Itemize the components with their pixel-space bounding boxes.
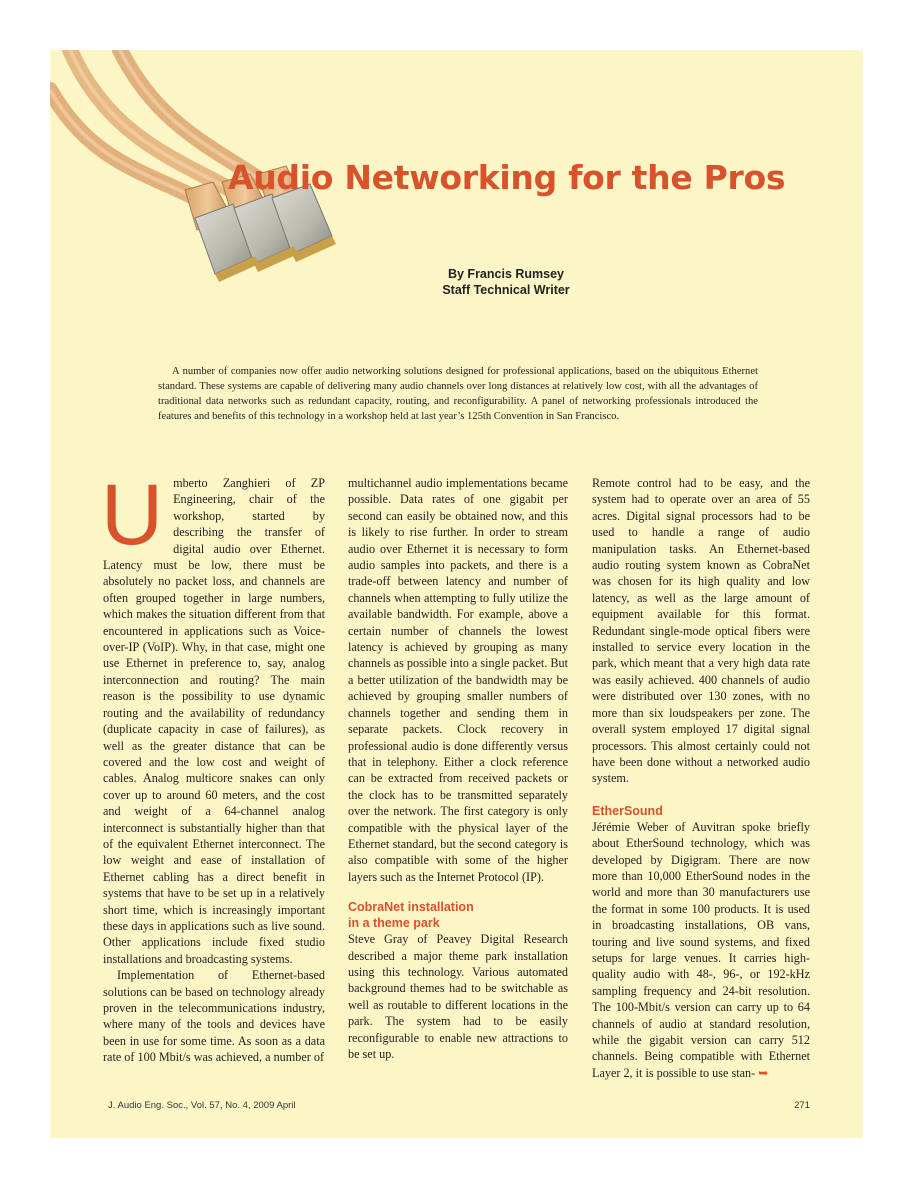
column-2: [348, 475, 568, 1062]
paragraph-text: Jérémie Weber of Auvitran spoke briefly about EtherSound technology, which was developed by Digigram. There are now more than 10,000 EtherSound nodes in the world and more than 30 manufacturers use the format in some 100 products. It is used in broadcasting installations, OB vans, touring and live sound systems, and fixed setups for large venues. It carries high-quality audio with 48-, 96-, or 192-kHz sampling frequency and 24-bit resolution. The 100-Mbit/s version can carry up to 64 channels of audio at standard resolution, while the gigabit version can carry 512 channels. Being compatible with Ethernet Layer 2, it is possible to use stan-: [592, 819, 810, 1080]
article-title: Audio Networking for the Pros: [228, 158, 786, 197]
author-name: By Francis Rumsey: [447, 267, 565, 281]
paragraph: Remote control had to be easy, and the system had to operate over an area of 55 acres. Digital signal processors had to be used to handle a range of audio manipulation tasks. An Ethernet-based audio routing system known as CobraNet was chosen for its high quality and low latency, as well as the large amount of equipment available for this format. Redundant single-mode optical fibers were installed to service every location in the park, which meant that a very high data rate was easily achieved. 400 channels of audio were distributed over 130 zones, with no more than six loudspeakers per zone. The overall system employed 17 digital signal processors. This almost certainly could not have been done without a networked audio system.: [592, 476, 810, 786]
section-heading-cobranet: [348, 899, 568, 931]
column-3: [592, 475, 810, 1081]
paragraph: [592, 819, 810, 1082]
paragraph: Implementation of Ethernet-based solutions can be based on technology already proven in the telecommunications industry, where many of the tools and devices have been in use for some time. As soon as a data rate of 100 Mbit/s was achieved, a number of: [103, 968, 325, 1065]
byline: [406, 266, 606, 298]
continue-arrow-icon: ➥: [758, 1065, 769, 1080]
paragraph: mberto Zanghieri of ZP Engineering, chair of the workshop, started by describing the transfer of digital audio over Ethernet. Latency must be low, there must be absolutely no packet loss, and channels are often grouped together in large numbers, which makes the situation different from that encountered in applications such as Voice-over-IP (VoIP). Why, in that case, might one use Ethernet in preference to, say, analog interconnection and routing? The main reason is the possibility to use dynamic routing and the availability of redundancy (duplicate capacity in case of failures), as well as the greater distance that can be covered and the low cost and weight of cables. Analog multicore snakes can only cover up to around 60 meters, and the cost and weight of a 64-channel analog interconnect is substantially higher than that of the equivalent Ethernet interconnect. The low weight and ease of installation of Ethernet cabling has a direct benefit in systems that have to be set up in a relatively short time, which is increasingly important these days in applications such as live sound. Other applications include fixed studio installations and broadcasting systems.: [103, 476, 325, 966]
heading-line: in a theme park: [348, 916, 440, 931]
paragraph: Steve Gray of Peavey Digital Research described a major theme park installation using this technology. Various automated background themes had to be switchable as well as routable to different locations in the park. The system had to be easily reconfigurable to enable new attractions to be set up.: [348, 932, 568, 1061]
paragraph: multichannel audio implementations became possible. Data rates of one gigabit per second can easily be obtained now, and this is likely to rise further. In order to stream audio over Ethernet it is necessary to form audio samples into packets, and there is a trade-off between latency and number of channels when attempting to fully utilize the available bandwidth. For example, above a certain number of channels the lowest latency is achieved by grouping as many channels as possible into a single packet. But a better utilization of the bandwidth may be achieved by grouping smaller numbers of channels together and sending them in separate packets. Clock recovery in professional audio is done differently versus that in telephony. Either a clock reference can be extracted from received packets or the clock has to be transmitted separately over the network. The first category is only compatible with the physical layer of the Ethernet standard, but the second category is also compatible with some of the higher layers such as the Internet Protocol (IP).: [348, 476, 569, 884]
page: [50, 50, 863, 1138]
heading-line: CobraNet installation: [348, 900, 474, 915]
author-role: Staff Technical Writer: [442, 283, 570, 297]
abstract: A number of companies now offer audio networking solutions designed for professional applications, based on the ubiquitous Ethernet standard. These systems are capable of delivering many audio channels over long distances at relatively low cost, with all the advantages of traditional data networks such as redundant capacity, routing, and reconfigurability. A panel of networking professionals introduced the features and benefits of this technology in a workshop held at last year’s 125th Convention in San Francisco.: [158, 366, 758, 422]
footer-journal: J. Audio Eng. Soc., Vol. 57, No. 4, 2009 April: [108, 1100, 296, 1111]
column-1: [101, 467, 325, 1066]
drop-cap: U: [101, 467, 164, 563]
section-heading-ethersound: EtherSound: [592, 803, 663, 818]
page-number: 271: [794, 1100, 810, 1111]
